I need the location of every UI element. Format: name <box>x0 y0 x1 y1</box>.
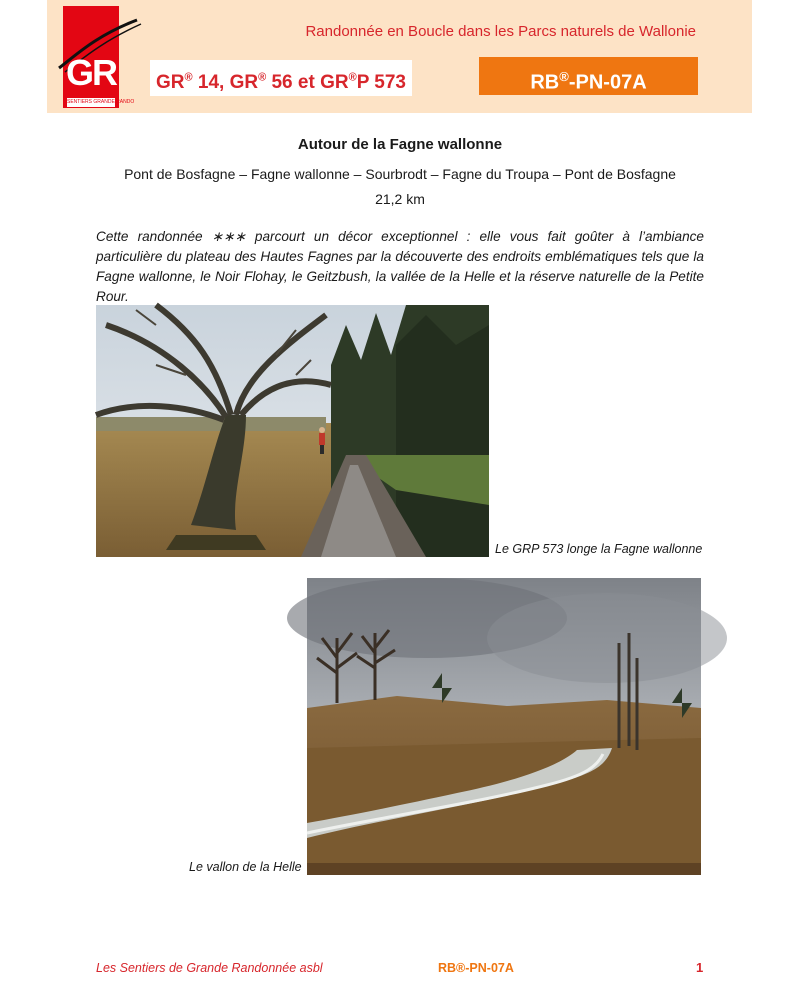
photo-helle-valley <box>307 578 701 875</box>
route-distance: 21,2 km <box>375 191 425 207</box>
header-band <box>47 0 752 113</box>
footer-organization: Les Sentiers de Grande Randonnée asbl <box>96 961 323 975</box>
page-title: Autour de la Fagne wallonne <box>297 136 503 153</box>
gr-logo <box>63 6 135 108</box>
trail-numbers <box>150 60 412 96</box>
photo-caption: Le vallon de la Helle <box>189 860 302 874</box>
route-code-badge: RB®-PN-07A <box>479 57 698 95</box>
series-title: Randonnée en Boucle dans les Parcs naturels de Wallonie <box>305 23 696 40</box>
trail-gr-56: GR® 56 et <box>229 72 321 94</box>
trail-gr-14: GR® 14, <box>156 72 230 94</box>
trail-grp-573: GR®P 573 <box>320 72 406 94</box>
photo-caption: Le GRP 573 longe la Fagne wallonne <box>495 542 703 556</box>
footer-route-code: RB®-PN-07A <box>438 961 514 975</box>
route-description: Pont de Bosfagne – Fagne wallonne – Sourbrodt – Fagne du Troupa – Pont de Bosfagne <box>124 166 676 182</box>
intro-paragraph: Cette randonnée ∗∗∗ parcourt un décor exceptionnel : elle vous fait goûter à l’ambiance particulière du plateau des Hautes Fagnes par la découverte des endroits emblématiques tels que la Fagne wallonne, le Noir Flohay, le Geitzbush, la vallée de la Helle et la réserve naturelle de la Petite Rour. <box>96 229 704 304</box>
photo-fagne-path <box>96 305 489 557</box>
page-number: 1 <box>696 960 704 975</box>
logo-subtext: SENTIERS GRANDE RANDO <box>67 99 135 105</box>
logo-text: GR <box>66 52 116 93</box>
